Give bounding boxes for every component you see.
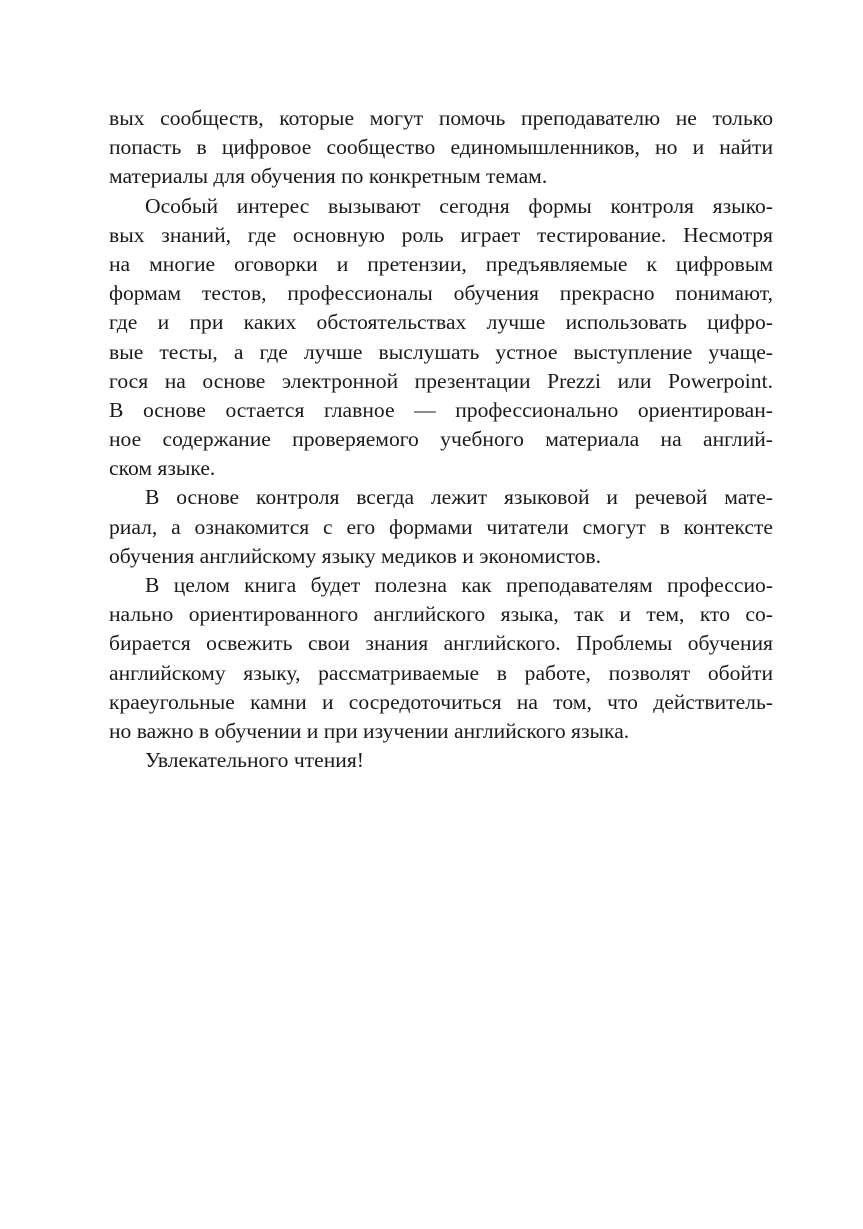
text-line: В целом книга будет полезна как преподавателям профессио- bbox=[145, 573, 773, 597]
text-line: формам тестов, профессионалы обучения прекрасно понимают, bbox=[109, 281, 773, 306]
text-line: но важно в обучении и при изучении английского языка. bbox=[109, 718, 630, 743]
page-body-text bbox=[109, 104, 773, 775]
text-line: на многие оговорки и претензии, предъявляемые к цифровым bbox=[109, 251, 773, 276]
text-line: попасть в цифровое сообщество единомышленников, но и найти bbox=[109, 135, 773, 160]
text-line: обучения английскому языку медиков и экономистов. bbox=[109, 543, 602, 568]
text-line: В основе контроля всегда лежит языковой и речевой мате- bbox=[145, 485, 773, 510]
text-line: нально ориентированного английского языка, так и тем, кто со- bbox=[109, 602, 773, 627]
text-line: вые тесты, а где лучше выслушать устное выступление учаще- bbox=[109, 339, 773, 364]
text-line: Увлекательного чтения! bbox=[145, 748, 364, 773]
text-line: Особый интерес вызывают сегодня формы контроля языко- bbox=[145, 193, 773, 218]
text-line: В основе остается главное — профессионально ориентирован- bbox=[109, 397, 773, 422]
text-line: вых сообществ, которые могут помочь преподавателю не только bbox=[109, 106, 773, 130]
text-line: вых знаний, где основную роль играет тестирование. Несмотря bbox=[109, 222, 773, 247]
text-line: материалы для обучения по конкретным темам. bbox=[109, 164, 548, 189]
text-line: ное содержание проверяемого учебного материала на англий- bbox=[109, 427, 773, 452]
text-line: где и при каких обстоятельствах лучше использовать цифро- bbox=[109, 310, 773, 335]
text-line: риал, а ознакомится с его формами читатели смогут в контексте bbox=[109, 514, 773, 539]
text-line: английскому языку, рассматриваемые в работе, позволят обойти bbox=[109, 660, 773, 685]
text-line: ском языке. bbox=[109, 456, 216, 481]
text-line: краеугольные камни и сосредоточиться на том, что действитель- bbox=[109, 689, 773, 714]
text-line: бирается освежить свои знания английского. Проблемы обучения bbox=[109, 631, 773, 656]
text-line: гося на основе электронной презентации Prezzi или Powerpoint. bbox=[109, 368, 773, 393]
